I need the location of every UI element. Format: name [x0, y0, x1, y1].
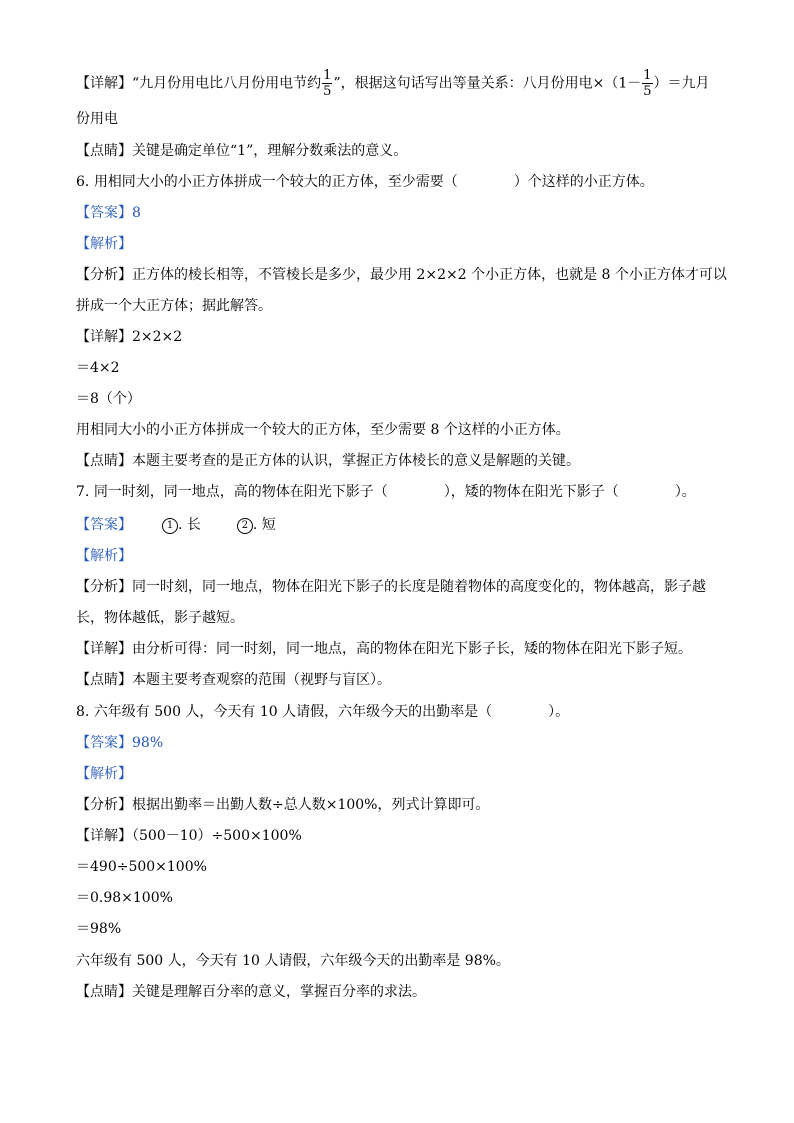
q8-answer-line — [76, 734, 163, 752]
question-text: 用相同大小的小正方体拼成一个较大的正方体，至少需要（ — [93, 174, 458, 190]
dianjing-tag: 【点睛】 — [76, 143, 132, 159]
fraction-numerator: 1 — [323, 68, 332, 83]
q8-conclusion: 六年级有 500 人，今天有 10 人请假，六年级今天的出勤率是 98%。 — [76, 953, 510, 969]
answer-value-1: . 长 — [178, 517, 201, 533]
q6-answer-line — [76, 204, 141, 222]
fenxi-tag: 【分析】 — [76, 579, 132, 595]
q8-analysis-tag: 【解析】 — [76, 766, 132, 782]
dianjing-tag: 【点睛】 — [76, 984, 132, 1000]
question-text-part2: ），矮的物体在阳光下影子（ — [443, 484, 619, 500]
q8-detail-line — [76, 827, 302, 845]
dianjing-text: 本题主要考查的是正方体的认识，掌握正方体棱长的意义是解题的关键。 — [132, 453, 580, 469]
q6-dianjing-line — [76, 452, 580, 470]
q7-question — [76, 483, 696, 501]
question-text: 六年级有 500 人，今天有 10 人请假，六年级今天的出勤率是（ — [93, 704, 493, 720]
question-text-part1: 同一时刻，同一地点，高的物体在阳光下影子（ — [93, 484, 388, 500]
detail-expression: 2×2×2 — [132, 329, 183, 345]
question-text-end: ）个这样的小正方体。 — [513, 174, 654, 190]
fenxi-tag: 【分析】 — [76, 797, 132, 813]
dianjing-text: 关键是确定单位“1”，理解分数乘法的意义。 — [132, 143, 408, 159]
q8-dianjing-line — [76, 983, 426, 1001]
question-number: 8. — [76, 704, 90, 720]
detail-text-part2: ”，根据这句话写出等量关系：八月份用电×（1－ — [333, 75, 642, 92]
answer-tag: 【答案】 — [76, 517, 132, 533]
answer-value: 8 — [132, 205, 141, 221]
q7-fenxi-line1 — [76, 578, 706, 596]
fenxi-tag: 【分析】 — [76, 267, 132, 283]
q8-fenxi-line — [76, 796, 489, 814]
detail-tag: 【详解】 — [76, 641, 132, 657]
detail-text-part1: “九月份用电比八月份用电节约 — [132, 75, 322, 92]
dianjing-tag: 【点睛】 — [76, 453, 132, 469]
q6-fenxi-line2: 拼成一个大正方体；据此解答。 — [76, 298, 272, 314]
q8-question — [76, 703, 569, 721]
detail-tag: 【详解】 — [76, 75, 132, 92]
fraction-one-fifth — [322, 68, 332, 99]
answer-value: 98% — [132, 735, 164, 751]
q7-answer-line — [76, 516, 276, 534]
circled-number-two: 2 — [237, 518, 253, 534]
prev-dianjing-line — [76, 142, 407, 160]
detail-expression: （500－10）÷500×100% — [132, 828, 302, 844]
dianjing-tag: 【点睛】 — [76, 672, 132, 688]
q6-detail-step3: ＝8（个） — [76, 391, 141, 407]
detail-text-part3: ）＝九月 — [653, 75, 710, 92]
fenxi-text: 正方体的棱长相等，不管棱长是多少，最少用 2×2×2 个小正方体，也就是 8 个小正方体才可以 — [132, 267, 727, 283]
dianjing-text: 关键是理解百分率的意义，掌握百分率的求法。 — [132, 984, 426, 1000]
q6-detail-step2: ＝4×2 — [76, 360, 120, 376]
q6-detail-line — [76, 328, 182, 346]
detail-tag: 【详解】 — [76, 828, 132, 844]
detail-tag: 【详解】 — [76, 329, 132, 345]
prev-detail-line — [76, 68, 710, 99]
fraction-numerator: 1 — [643, 68, 652, 83]
answer-tag: 【答案】 — [76, 735, 132, 751]
fraction-denominator: 5 — [643, 84, 652, 99]
dianjing-text: 本题主要考查观察的范围（视野与盲区）。 — [132, 672, 391, 688]
q7-fenxi-line2: 长，物体越低，影子越短。 — [76, 610, 244, 626]
q8-detail-step3: ＝0.98×100% — [76, 890, 173, 906]
fenxi-text: 同一时刻，同一地点，物体在阳光下影子的长度是随着物体的高度变化的，物体越高，影子越 — [132, 579, 706, 595]
q7-detail-line — [76, 640, 692, 658]
q7-analysis-tag: 【解析】 — [76, 548, 132, 564]
q8-detail-step2: ＝490÷500×100% — [76, 859, 207, 875]
answer-value-2: . 短 — [252, 517, 276, 533]
circled-number-one: 1 — [162, 518, 178, 534]
fraction-one-fifth — [642, 68, 652, 99]
detail-text: 由分析可得：同一时刻，同一地点，高的物体在阳光下影子长，矮的物体在阳光下影子短。 — [132, 641, 692, 657]
question-number: 6. — [76, 174, 90, 190]
q8-detail-step4: ＝98% — [76, 921, 122, 937]
q6-analysis-tag: 【解析】 — [76, 236, 132, 252]
question-number: 7. — [76, 484, 90, 500]
q6-fenxi-line1 — [76, 266, 727, 284]
answer-tag: 【答案】 — [76, 205, 132, 221]
fenxi-text: 根据出勤率＝出勤人数÷总人数×100%，列式计算即可。 — [132, 797, 490, 813]
prev-detail-cont: 份用电 — [76, 111, 118, 127]
fraction-denominator: 5 — [323, 84, 332, 99]
q6-conclusion: 用相同大小的小正方体拼成一个较大的正方体，至少需要 8 个这样的小正方体。 — [76, 422, 570, 438]
question-text-part3: ）。 — [674, 484, 696, 500]
question-text-end: ）。 — [548, 704, 570, 720]
q7-dianjing-line — [76, 671, 391, 689]
q6-question — [76, 173, 654, 191]
